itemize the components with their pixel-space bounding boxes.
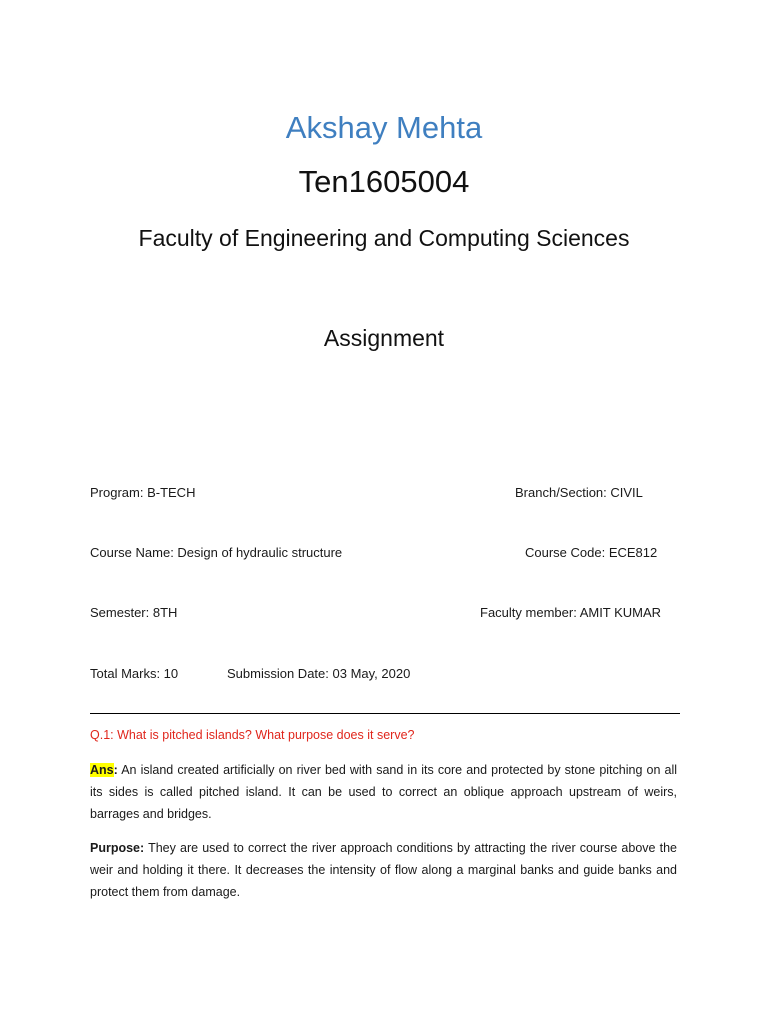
purpose-label: Purpose: [90,841,145,855]
question-heading: Q.1: What is pitched islands? What purpose does it serve? [90,728,415,742]
answer-text: An island created artificially on river bed with sand in its core and protected by stone pitching on all its sides is called pitched island. It can be used to correct an oblique approach upstream of weirs, barrages and bridges. [90,763,677,821]
answer-colon: : [113,763,118,777]
semester-field: Semester: 8TH [90,605,178,620]
faculty-name: Faculty of Engineering and Computing Sciences [138,225,630,251]
purpose-paragraph [90,837,677,903]
author-name: Akshay Mehta [285,110,483,145]
branch-field: Branch/Section: CIVIL [515,485,643,500]
total-marks-field: Total Marks: 10 [90,666,179,681]
program-field: Program: B-TECH [90,485,196,500]
answer-paragraph [90,759,677,825]
purpose-text: They are used to correct the river approach conditions by attracting the river course above the weir and holding it there. It decreases the intensity of flow along a marginal banks and guide banks and protect them from damage. [90,841,677,899]
course-code-field: Course Code: ECE812 [525,545,658,560]
faculty-member-field: Faculty member: AMIT KUMAR [480,605,662,620]
submission-date-field: Submission Date: 03 May, 2020 [227,666,411,681]
course-name-field: Course Name: Design of hydraulic structure [90,545,343,560]
student-id: Ten1605004 [298,164,470,199]
assignment-title: Assignment [323,325,445,351]
answer-label: Ans [90,763,114,777]
horizontal-divider [90,713,680,714]
